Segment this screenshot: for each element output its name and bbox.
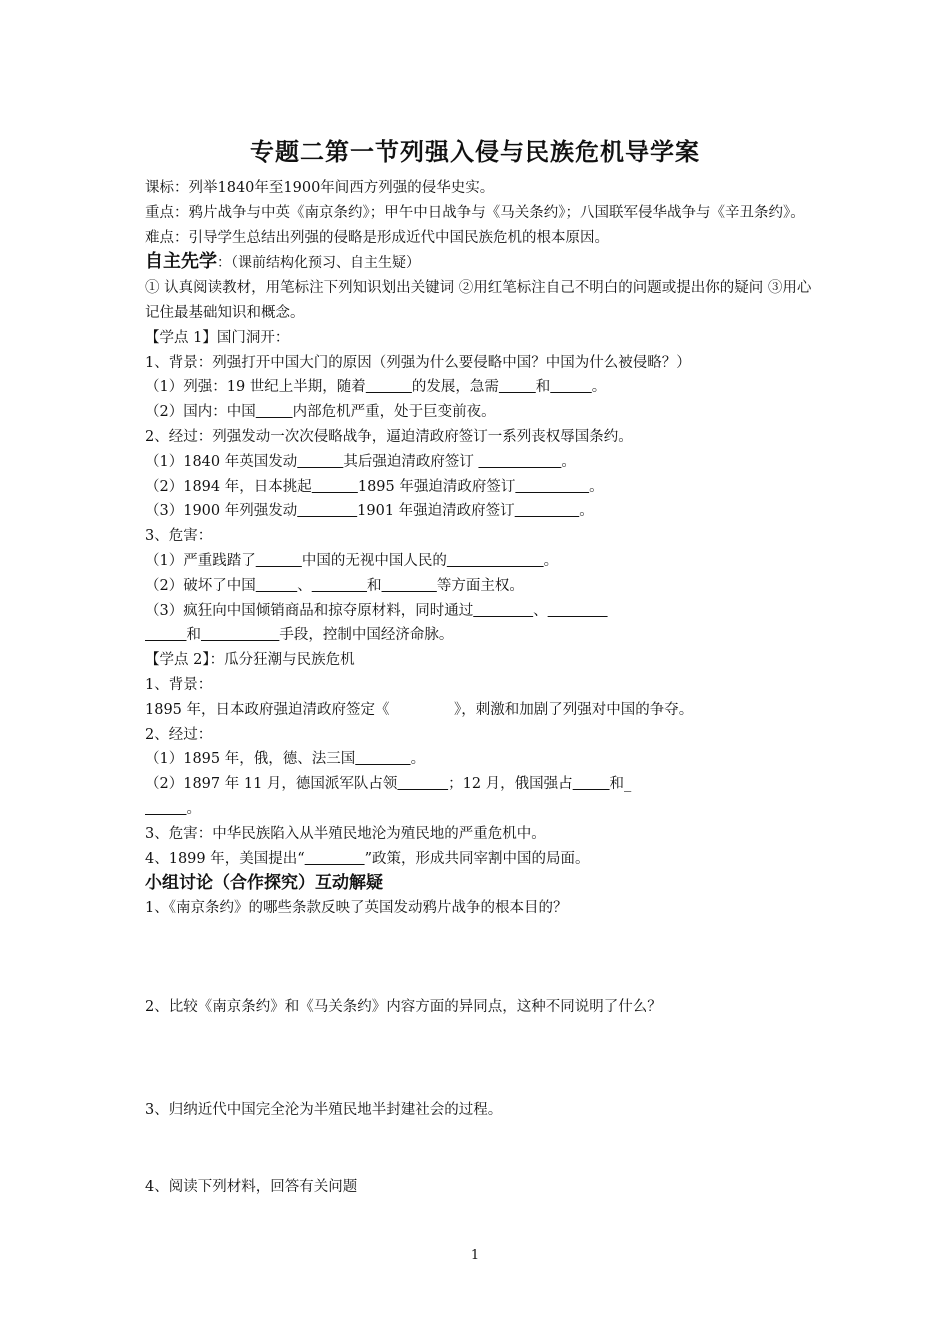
answer-space[interactable] <box>145 921 815 995</box>
point1-harm-item-3b: 和 手段，控制中国经济命脉。 <box>145 623 815 648</box>
point1-background-item-1: （1）列强：19 世纪上半期，随着 的发展，急需 和 。 <box>145 379 607 396</box>
curriculum-standard: 课标：列举1840年至1900年间西方列强的侵华史实。 <box>145 180 495 196</box>
blank[interactable] <box>312 578 367 594</box>
point2-heading: 【学点 2】：瓜分狂潮与民族危机 <box>145 652 355 669</box>
point1-harm-item-2: （2）破坏了中国 、 和 等方面主权。 <box>145 577 524 594</box>
blank[interactable] <box>515 503 580 519</box>
point1-course-item-2: （2）1894 年，日本挑起 1895 年强迫清政府签订 。 <box>145 478 604 495</box>
point1-heading: 【学点 1】国门洞开： <box>145 329 290 346</box>
blank[interactable] <box>201 627 279 643</box>
blank[interactable] <box>499 379 536 395</box>
point2-course-title: 2、经过： <box>145 726 213 743</box>
blank[interactable] <box>478 454 561 470</box>
point1-harm-title: 3、危害： <box>145 528 213 545</box>
blank-space[interactable] <box>390 702 455 718</box>
blank[interactable] <box>366 379 412 395</box>
blank[interactable] <box>297 454 343 470</box>
point2-open-door: 4、1899 年，美国提出“ ”政策，形成共同宰割中国的局面。 <box>145 850 590 867</box>
discussion-heading: 小组讨论（合作探究）互动解疑 <box>145 873 383 894</box>
key-points: 重点：鸦片战争与中英《南京条约》；甲午中日战争与《马关条约》；八国联军侵华战争与《辛丑条约》。 <box>145 204 805 221</box>
self-study-instructions: ① 认真阅读教材，用笔标注下列知识划出关键词 ②用红笔标注自己不明白的问题或提出你的疑问 ③用心记住最基础知识和概念。 <box>145 280 812 321</box>
blank[interactable] <box>515 479 589 495</box>
blank[interactable] <box>305 851 365 867</box>
answer-space[interactable] <box>145 1020 815 1098</box>
blank[interactable] <box>312 479 358 495</box>
point1-background-item-2: （2）国内：中国 内部危机严重，处于巨变前夜。 <box>145 404 496 421</box>
self-study-subtitle: ：（课前结构化预习、自主生疑） <box>217 255 420 272</box>
point1-course-item-1: （1）1840 年英国发动 其后强迫清政府签订 。 <box>145 453 576 470</box>
self-study-heading-line <box>145 250 815 276</box>
document-title: 专题二第一节列强入侵与民族危机导学案 <box>250 138 700 166</box>
blank[interactable] <box>256 578 297 594</box>
difficult-points: 难点：引导学生总结出列强的侵略是形成近代中国民族危机的根本原因。 <box>145 229 609 246</box>
point2-background-title: 1、背景： <box>145 676 213 693</box>
blank[interactable] <box>145 801 186 817</box>
blank[interactable] <box>573 776 610 792</box>
blank[interactable] <box>397 776 448 792</box>
discussion-question-2: 2、比较《南京条约》和《马关条约》内容方面的异同点，这种不同说明了什么？ <box>145 998 662 1015</box>
point1-course-item-3: （3）1900 年列强发动 1901 年强迫清政府签订 。 <box>145 503 594 520</box>
discussion-question-4: 4、阅读下列材料，回答有关问题 <box>145 1178 358 1195</box>
blank[interactable] <box>447 553 544 569</box>
self-study-heading: 自主先学 <box>145 251 217 273</box>
blank[interactable] <box>355 751 410 767</box>
point1-harm-item-3a: （3）疯狂向中国倾销商品和掠夺原材料，同时通过 、 <box>145 599 815 624</box>
page-number: 1 <box>470 1248 480 1263</box>
answer-space[interactable] <box>145 1123 815 1175</box>
blank[interactable] <box>548 603 608 619</box>
blank[interactable] <box>382 578 437 594</box>
point1-course-title: 2、经过：列强发动一次次侵略战争，逼迫清政府签订一系列丧权辱国条约。 <box>145 428 633 445</box>
point2-course-item-2: （2）1897 年 11 月，德国派军队占领 ；12 月，俄国强占 和_ <box>145 776 632 793</box>
discussion-question-1: 1、《南京条约》的哪些条款反映了英国发动鸦片战争的根本目的？ <box>145 900 568 917</box>
blank[interactable] <box>145 627 186 643</box>
blank[interactable] <box>256 404 293 420</box>
point1-background-title: 1、背景：列强打开中国大门的原因（列强为什么要侵略中国？中国为什么被侵略？） <box>145 354 691 371</box>
point2-harm: 3、危害：中华民族陷入从半殖民地沦为殖民地的严重危机中。 <box>145 825 546 842</box>
point2-course-item-2-cont: 。 <box>145 797 815 822</box>
blank[interactable] <box>297 503 357 519</box>
point1-harm-item-1: （1）严重践踏了 中国的无视中国人民的 。 <box>145 552 559 569</box>
point2-background-text: 1895 年，日本政府强迫清政府签定《 》，刺激和加剧了列强对中国的争夺。 <box>145 701 694 718</box>
point2-course-item-1: （1）1895 年，俄，德、法三国 。 <box>145 751 426 768</box>
blank[interactable] <box>550 379 591 395</box>
document-body <box>145 176 815 1199</box>
blank[interactable] <box>256 553 302 569</box>
discussion-question-3: 3、归纳近代中国完全沦为半殖民地半封建社会的过程。 <box>145 1101 503 1118</box>
blank[interactable] <box>473 603 533 619</box>
